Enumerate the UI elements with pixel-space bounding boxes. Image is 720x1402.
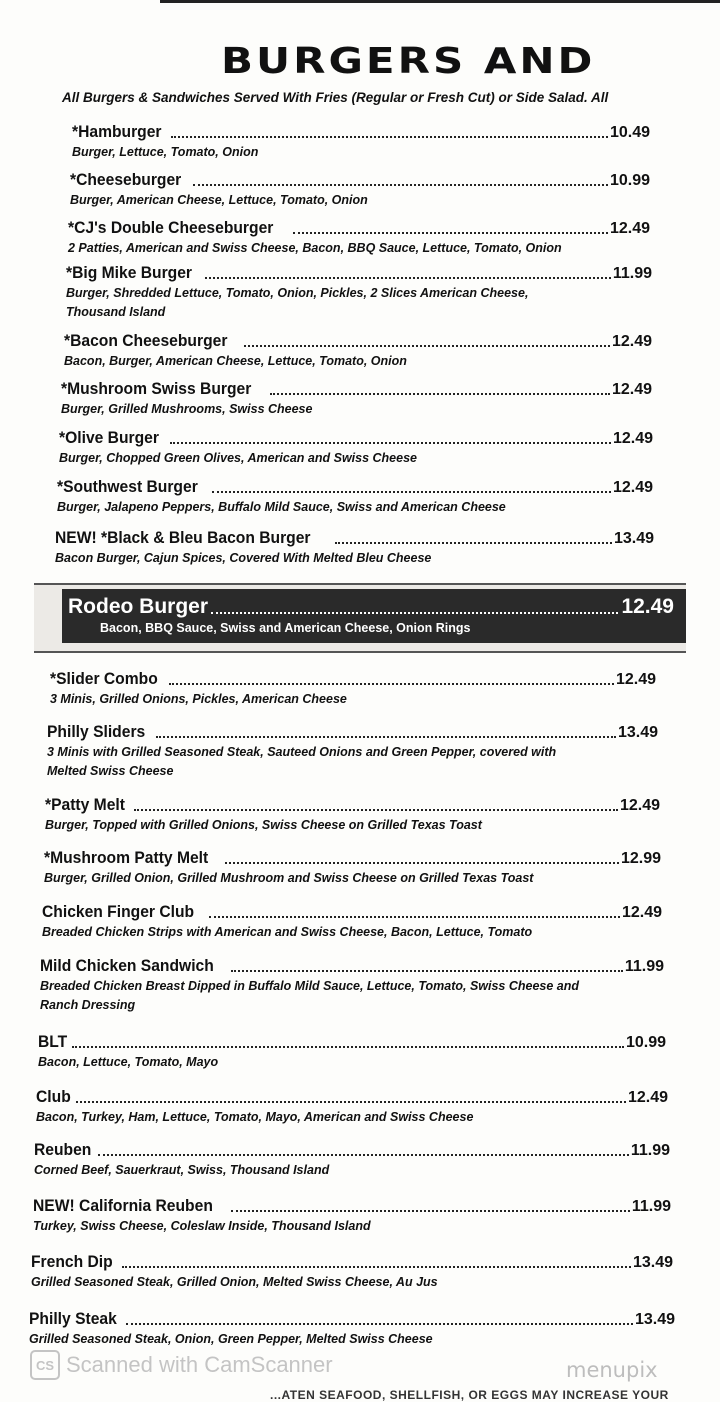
menupix-watermark: menupix xyxy=(566,1358,658,1382)
menu-item-name: Reuben xyxy=(34,1140,92,1159)
featured-line xyxy=(68,595,674,619)
menu-item-name: NEW! *Black & Bleu Bacon Burger xyxy=(55,528,311,547)
menu-item-desc: Grilled Seasoned Steak, Grilled Onion, Melted Swiss Cheese, Au Jus xyxy=(31,1275,438,1289)
menu-item xyxy=(47,722,658,781)
menu-item-desc: Turkey, Swiss Cheese, Coleslaw Inside, Thousand Island xyxy=(33,1219,371,1233)
menu-item-name: NEW! California Reuben xyxy=(33,1196,213,1215)
menu-item xyxy=(68,218,650,258)
footer-warning: ...ATEN SEAFOOD, SHELLFISH, OR EGGS MAY INCREASE YOUR xyxy=(270,1388,669,1402)
menu-item-price: 12.49 xyxy=(627,1089,668,1106)
menu-item xyxy=(29,1309,675,1349)
menu-item xyxy=(70,170,650,210)
menu-item-desc: Burger, Lettuce, Tomato, Onion xyxy=(72,145,259,159)
menu-item-line xyxy=(36,1087,668,1107)
menu-item-line xyxy=(31,1252,673,1272)
menu-item-desc: Breaded Chicken Breast Dipped in Buffalo Mild Sauce, Lettuce, Tomato, Swiss Cheese and Ranch Dressing xyxy=(40,979,580,1012)
dot-leader xyxy=(270,393,610,395)
dot-leader xyxy=(293,232,608,234)
menu-item-desc: Burger, Grilled Mushrooms, Swiss Cheese xyxy=(61,402,313,416)
menu-item-desc: 3 Minis, Grilled Onions, Pickles, American Cheese xyxy=(50,692,347,706)
menu-item xyxy=(42,902,662,942)
menu-item xyxy=(33,1196,671,1236)
menu-item-price: 13.49 xyxy=(613,530,654,547)
dot-leader xyxy=(170,442,611,444)
menu-item-line xyxy=(64,331,652,351)
menu-item xyxy=(34,1140,670,1180)
menu-item-price: 11.99 xyxy=(630,1142,670,1159)
menu-item-price: 10.99 xyxy=(609,172,650,189)
dot-leader xyxy=(231,1210,630,1212)
menu-item xyxy=(72,122,650,162)
menu-item xyxy=(40,956,664,1015)
menu-item-line xyxy=(34,1140,670,1160)
camscanner-logo-icon: CS xyxy=(30,1350,60,1380)
menu-item-desc: Grilled Seasoned Steak, Onion, Green Pepper, Melted Swiss Cheese xyxy=(29,1332,433,1346)
menu-item-name: *CJ's Double Cheeseburger xyxy=(68,218,274,237)
menu-title: BURGERS AND xyxy=(221,40,596,82)
menu-item-name: Philly Sliders xyxy=(47,722,146,741)
menu-item-desc: Corned Beef, Sauerkraut, Swiss, Thousand Island xyxy=(34,1163,330,1177)
menu-item-price: 12.49 xyxy=(611,381,652,398)
dot-leader xyxy=(193,184,608,186)
featured-item-price: 12.49 xyxy=(621,595,674,618)
dot-leader xyxy=(126,1323,633,1325)
top-rule xyxy=(160,0,720,3)
featured-item xyxy=(34,583,686,653)
dot-leader xyxy=(72,1046,624,1048)
menu-item-name: *Bacon Cheeseburger xyxy=(64,331,228,350)
menu-item-price: 10.49 xyxy=(609,124,650,141)
menu-item-desc: Burger, Grilled Onion, Grilled Mushroom and Swiss Cheese on Grilled Texas Toast xyxy=(44,871,534,885)
menu-item-price: 12.49 xyxy=(612,430,653,447)
menu-item-price: 12.49 xyxy=(612,479,653,496)
menu-item xyxy=(55,528,654,568)
menu-item-price: 11.99 xyxy=(612,265,652,282)
menu-item-line xyxy=(68,218,650,238)
menu-item-line xyxy=(29,1309,675,1329)
menu-item-line xyxy=(44,848,661,868)
menu-item-desc: Breaded Chicken Strips with American and Swiss Cheese, Bacon, Lettuce, Tomato xyxy=(42,925,533,939)
featured-item-desc: Bacon, BBQ Sauce, Swiss and American Cheese, Onion Rings xyxy=(100,621,471,635)
menu-item-name: *Cheeseburger xyxy=(70,170,182,189)
menu-item-name: *Slider Combo xyxy=(50,669,158,688)
menu-item-line xyxy=(45,795,660,815)
menu-item-name: *Southwest Burger xyxy=(57,477,198,496)
menu-item-line xyxy=(40,956,664,976)
menu-item xyxy=(66,263,652,322)
menu-subtitle: All Burgers & Sandwiches Served With Fries (Regular or Fresh Cut) or Side Salad. All xyxy=(62,90,609,105)
menu-item-name: Chicken Finger Club xyxy=(42,902,195,921)
menu-item-price: 12.49 xyxy=(611,333,652,350)
menu-item-line xyxy=(38,1032,666,1052)
menu-item xyxy=(31,1252,673,1292)
featured-item-name: Rodeo Burger xyxy=(68,595,209,618)
menu-item xyxy=(36,1087,668,1127)
menu-item xyxy=(61,379,652,419)
dot-leader xyxy=(134,809,618,811)
menu-item-line xyxy=(59,428,653,448)
menu-item-line xyxy=(57,477,653,497)
menu-item-desc: Burger, Jalapeno Peppers, Buffalo Mild Sauce, Swiss and American Cheese xyxy=(57,500,506,514)
scanner-text: Scanned with CamScanner xyxy=(66,1352,333,1377)
menu-item xyxy=(50,669,656,709)
menu-item-price: 12.49 xyxy=(609,220,650,237)
menu-item-line xyxy=(33,1196,671,1216)
menu-item-name: *Patty Melt xyxy=(45,795,125,814)
menu-item-desc: Burger, Topped with Grilled Onions, Swiss Cheese on Grilled Texas Toast xyxy=(45,818,482,832)
menu-item-price: 13.49 xyxy=(634,1311,675,1328)
menu-item-price: 13.49 xyxy=(632,1254,673,1271)
menu-item-desc: Bacon, Burger, American Cheese, Lettuce, Tomato, Onion xyxy=(64,354,407,368)
menu-item-price: 12.49 xyxy=(615,671,656,688)
dot-leader xyxy=(76,1101,626,1103)
menu-item-line xyxy=(50,669,656,689)
menu-item-price: 13.49 xyxy=(617,724,658,741)
menu-item-price: 10.99 xyxy=(625,1034,666,1051)
menu-item-name: Club xyxy=(36,1087,71,1106)
menu-item-price: 12.49 xyxy=(619,797,660,814)
menu-item-desc: Bacon, Lettuce, Tomato, Mayo xyxy=(38,1055,219,1069)
menu-item-price: 11.99 xyxy=(624,958,664,975)
menu-item xyxy=(57,477,653,517)
menu-item-name: *Olive Burger xyxy=(59,428,159,447)
featured-dot-leader xyxy=(211,612,618,614)
dot-leader xyxy=(205,277,611,279)
menu-item-price: 12.99 xyxy=(620,850,661,867)
dot-leader xyxy=(231,970,623,972)
menu-item xyxy=(38,1032,666,1072)
menu-item xyxy=(45,795,660,835)
menu-item-name: *Mushroom Patty Melt xyxy=(44,848,209,867)
menu-item-line xyxy=(55,528,654,548)
dot-leader xyxy=(98,1154,629,1156)
dot-leader xyxy=(156,736,616,738)
menu-item-line xyxy=(72,122,650,142)
scanner-watermark xyxy=(30,1350,333,1380)
menu-item-line xyxy=(66,263,652,283)
menu-item-price: 11.99 xyxy=(631,1198,671,1215)
dot-leader xyxy=(171,136,608,138)
menu-item-desc: Burger, American Cheese, Lettuce, Tomato, Onion xyxy=(70,193,368,207)
menu-item-desc: 3 Minis with Grilled Seasoned Steak, Sauteed Onions and Green Pepper, covered with Melted Swiss Cheese xyxy=(47,745,557,778)
dot-leader xyxy=(225,862,619,864)
menu-item-name: BLT xyxy=(38,1032,68,1051)
menu-item xyxy=(44,848,661,888)
dot-leader xyxy=(122,1266,631,1268)
dot-leader xyxy=(244,345,610,347)
menu-item-desc: Burger, Chopped Green Olives, American and Swiss Cheese xyxy=(59,451,417,465)
menu-item xyxy=(59,428,653,468)
menu-item-line xyxy=(61,379,652,399)
dot-leader xyxy=(169,683,614,685)
menu-item-line xyxy=(70,170,650,190)
menu-item-name: French Dip xyxy=(31,1252,113,1271)
menu-item xyxy=(64,331,652,371)
dot-leader xyxy=(335,542,612,544)
menu-item-name: *Mushroom Swiss Burger xyxy=(61,379,252,398)
menu-item-line xyxy=(42,902,662,922)
dot-leader xyxy=(212,491,611,493)
menu-item-price: 12.49 xyxy=(621,904,662,921)
menu-item-desc: Bacon, Turkey, Ham, Lettuce, Tomato, Mayo, American and Swiss Cheese xyxy=(36,1110,474,1124)
menu-item-desc: Burger, Shredded Lettuce, Tomato, Onion, Pickles, 2 Slices American Cheese, Thousand Island xyxy=(66,286,529,319)
menu-item-name: *Hamburger xyxy=(72,122,162,141)
menu-item-name: Philly Steak xyxy=(29,1309,117,1328)
menu-item-desc: 2 Patties, American and Swiss Cheese, Bacon, BBQ Sauce, Lettuce, Tomato, Onion xyxy=(68,241,562,255)
menu-item-name: *Big Mike Burger xyxy=(66,263,193,282)
menu-item-line xyxy=(47,722,658,742)
menu-item-desc: Bacon Burger, Cajun Spices, Covered With Melted Bleu Cheese xyxy=(55,551,432,565)
menu-item-name: Mild Chicken Sandwich xyxy=(40,956,214,975)
dot-leader xyxy=(209,916,620,918)
